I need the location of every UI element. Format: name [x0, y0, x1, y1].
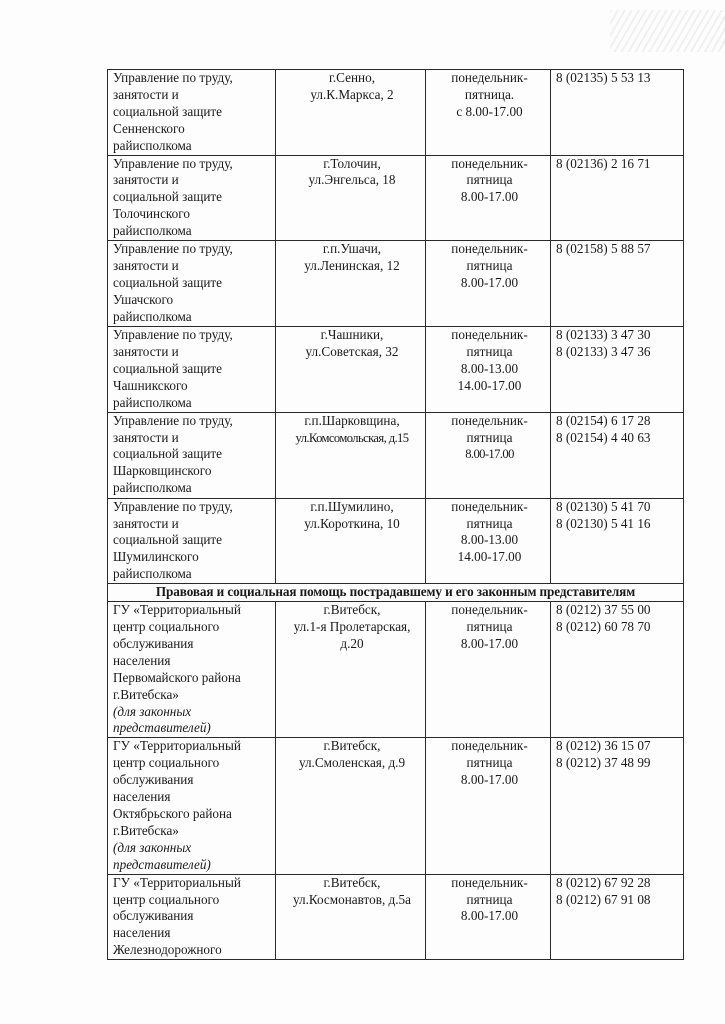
org-line: райисполкома [113, 394, 192, 410]
org-line: Управление по труду, [113, 155, 233, 171]
org-line: социальной защите [113, 274, 223, 290]
org-line: райисполкома [113, 480, 192, 496]
org-line: центр социального [113, 891, 220, 907]
hours-cell [426, 498, 551, 584]
org-line: Сенненского [113, 120, 185, 136]
table-row [108, 412, 684, 498]
section-header-row [108, 584, 684, 602]
address-line: ул.Космонавтов, д.5а [292, 891, 411, 907]
hours-line: понедельник- [451, 241, 528, 257]
address-line: г.п.Шарковщина, [304, 412, 400, 428]
phone-cell [551, 70, 684, 156]
address-line: ул.Советская, 32 [305, 343, 399, 359]
org-note: (для законных [113, 703, 192, 719]
phone-number: 8 (0212) 67 92 28 [556, 874, 651, 890]
address-line: ул.К.Маркса, 2 [310, 86, 394, 102]
phone-number: 8 (0212) 37 55 00 [556, 602, 651, 618]
phone-number: 8 (02136) 2 16 71 [556, 155, 651, 171]
address-line: ул.Ленинская, 12 [304, 257, 400, 273]
hours-line: понедельник- [451, 412, 528, 428]
hours-line: пятница [466, 172, 513, 188]
section-title: Правовая и социальная помощь пострадавшему и его законным представителям [108, 584, 684, 602]
org-line: Железнодорожного [113, 942, 222, 958]
hours-line: понедельник- [451, 70, 528, 85]
table-row [108, 498, 684, 584]
phone-cell [551, 738, 684, 874]
org-cell [108, 70, 276, 156]
phone-number: 8 (02130) 5 41 70 [556, 498, 651, 514]
hours-line: 8.00-17.00 [465, 447, 514, 462]
phone-number: 8 (02130) 5 41 16 [556, 515, 651, 531]
org-line: райисполкома [113, 308, 192, 324]
org-line: Управление по труду, [113, 241, 233, 257]
org-line: райисполкома [113, 223, 192, 239]
address-line: ул.1-я Пролетарская, [293, 619, 411, 635]
org-line: Первомайского района [113, 669, 241, 685]
address-line: г.п.Шумилино, [310, 498, 394, 514]
org-line: Управление по труду, [113, 498, 233, 514]
phone-number: 8 (0212) 37 48 99 [556, 755, 651, 771]
address-cell [276, 602, 426, 738]
table-row [108, 70, 684, 156]
org-line: занятости и [113, 429, 179, 445]
org-line: Шумилинского [113, 549, 199, 565]
org-line: занятости и [113, 86, 179, 102]
phone-cell [551, 498, 684, 584]
address-line: д.20 [340, 635, 364, 651]
org-line: населения [113, 789, 171, 805]
address-line: г.Витебск, [323, 602, 381, 618]
hours-cell [426, 412, 551, 498]
org-line: Управление по труду, [113, 412, 233, 428]
org-line: Ушачского [113, 291, 174, 307]
address-line: ул.Энгельса, 18 [308, 172, 396, 188]
phone-number: 8 (02158) 5 88 57 [556, 241, 651, 257]
org-line: Управление по труду, [113, 327, 233, 343]
org-line: занятости и [113, 515, 179, 531]
address-cell [276, 874, 426, 960]
hours-line: 8.00-17.00 [460, 635, 519, 651]
table-row [108, 155, 684, 241]
org-note: (для законных [113, 839, 192, 855]
address-line: г.Толочин, [323, 155, 381, 171]
hours-line: понедельник- [451, 155, 528, 171]
org-line: занятости и [113, 343, 179, 359]
table-row [108, 327, 684, 413]
address-line: г.Витебск, [323, 738, 381, 754]
table-row [108, 874, 684, 960]
phone-number: 8 (02154) 6 17 28 [556, 412, 651, 428]
hours-cell [426, 327, 551, 413]
hours-line: с 8.00-17.00 [456, 103, 523, 119]
phone-cell [551, 155, 684, 241]
org-cell [108, 327, 276, 413]
hours-line: пятница [466, 429, 513, 445]
hours-line: 8.00-17.00 [460, 189, 519, 205]
org-line: социальной защите [113, 446, 223, 462]
scan-artifact [610, 10, 725, 52]
hours-cell [426, 155, 551, 241]
org-line: Октябрьского района [113, 806, 232, 821]
address-cell [276, 155, 426, 241]
hours-line: понедельник- [451, 874, 528, 890]
phone-number: 8 (02135) 5 53 13 [556, 70, 651, 85]
hours-cell [426, 602, 551, 738]
address-line: г.Чашники, [320, 327, 384, 343]
phone-number: 8 (0212) 36 15 07 [556, 738, 651, 754]
hours-cell [426, 241, 551, 327]
address-cell [276, 241, 426, 327]
address-line: г.Витебск, [323, 874, 381, 890]
org-line: Толочинского [113, 206, 190, 222]
hours-line: 14.00-17.00 [457, 549, 522, 565]
phone-number: 8 (0212) 60 78 70 [556, 619, 651, 635]
org-note: представителей) [113, 856, 211, 872]
hours-cell [426, 738, 551, 874]
org-line: ГУ «Территориальный [113, 874, 241, 890]
org-line: райисполкома [113, 566, 192, 582]
table-row [108, 738, 684, 874]
hours-cell [426, 874, 551, 960]
address-line: ул.Смоленская, д.9 [298, 755, 406, 771]
phone-cell [551, 412, 684, 498]
org-note: представителей) [113, 720, 211, 736]
org-line: г.Витебска» [113, 686, 179, 702]
hours-line: пятница [466, 891, 513, 907]
org-line: Управление по труду, [113, 70, 233, 85]
org-line: занятости и [113, 257, 179, 273]
hours-line: пятница [466, 343, 513, 359]
hours-line: 14.00-17.00 [457, 377, 522, 393]
org-cell [108, 155, 276, 241]
org-line: занятости и [113, 172, 179, 188]
org-line: социальной защите [113, 103, 223, 119]
hours-line: 8.00-17.00 [460, 274, 519, 290]
org-line: райисполкома [113, 137, 192, 153]
phone-number: 8 (02133) 3 47 36 [556, 343, 651, 359]
org-cell [108, 498, 276, 584]
table-row [108, 241, 684, 327]
address-line: г.п.Ушачи, [322, 241, 382, 257]
phone-cell [551, 327, 684, 413]
phone-number: 8 (02154) 4 40 63 [556, 429, 651, 445]
org-line: ГУ «Территориальный [113, 738, 241, 754]
phone-cell [551, 241, 684, 327]
org-line: населения [113, 925, 171, 941]
org-cell [108, 602, 276, 738]
hours-cell [426, 70, 551, 156]
org-line: населения [113, 652, 171, 668]
hours-line: понедельник- [451, 602, 528, 618]
hours-line: понедельник- [451, 738, 528, 754]
phone-number: 8 (0212) 67 91 08 [556, 891, 651, 907]
org-cell [108, 874, 276, 960]
hours-line: пятница. [464, 86, 515, 102]
address-line: г.Сенно, [328, 70, 376, 85]
hours-line: 8.00-17.00 [460, 908, 519, 924]
org-line: Чашникского [113, 377, 188, 393]
phone-cell [551, 874, 684, 960]
address-cell [276, 412, 426, 498]
hours-line: 8.00-13.00 [460, 360, 519, 376]
hours-line: понедельник- [451, 498, 528, 514]
org-cell [108, 241, 276, 327]
org-line: центр социального [113, 755, 220, 771]
org-line: социальной защите [113, 189, 223, 205]
org-cell [108, 412, 276, 498]
address-cell [276, 327, 426, 413]
org-line: обслуживания [113, 635, 194, 651]
hours-line: пятница [466, 755, 513, 771]
address-cell [276, 70, 426, 156]
org-cell [108, 738, 276, 874]
hours-line: пятница [466, 515, 513, 531]
hours-line: пятница [466, 619, 513, 635]
hours-line: пятница [466, 257, 513, 273]
address-cell [276, 738, 426, 874]
hours-line: 8.00-13.00 [460, 532, 519, 548]
org-line: обслуживания [113, 772, 194, 788]
table-row [108, 602, 684, 738]
org-line: обслуживания [113, 908, 194, 924]
org-line: социальной защите [113, 532, 223, 548]
contacts-table [107, 69, 684, 960]
org-line: Шарковщинского [113, 463, 212, 479]
org-line: г.Витебска» [113, 822, 179, 838]
org-line: социальной защите [113, 360, 223, 376]
hours-line: понедельник- [451, 327, 528, 343]
phone-cell [551, 602, 684, 738]
address-line: ул.Короткина, 10 [304, 515, 400, 531]
org-line: центр социального [113, 619, 220, 635]
address-cell [276, 498, 426, 584]
phone-number: 8 (02133) 3 47 30 [556, 327, 651, 343]
org-line: ГУ «Территориальный [113, 602, 241, 618]
address-line: ул.Комсомольская, д.15 [295, 430, 409, 445]
hours-line: 8.00-17.00 [460, 772, 519, 788]
